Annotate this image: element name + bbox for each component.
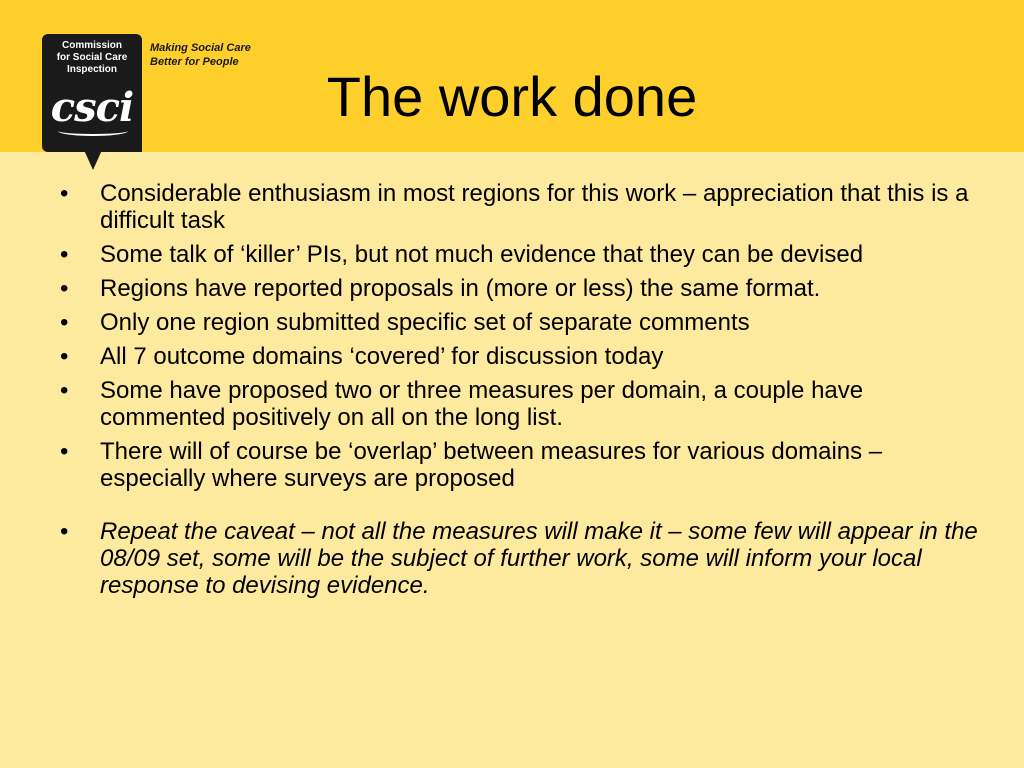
bullet-item [60, 241, 980, 268]
bullet-icon: • [60, 275, 69, 302]
bullet-icon: • [60, 377, 69, 404]
caveat-bullet-item [60, 518, 980, 599]
bullet-text: Considerable enthusiasm in most regions for this work – appreciation that this is a difficult task [100, 180, 969, 234]
bullet-item [60, 438, 980, 492]
bullet-text: All 7 outcome domains ‘covered’ for discussion today [100, 343, 664, 370]
tagline-line: Making Social Care [150, 42, 251, 54]
caveat-text: Repeat the caveat – not all the measures will make it – some few will appear in the 08/09 set, some will be the subject of further work, some will inform your local response to devising evidence. [100, 518, 978, 599]
bullet-icon: • [60, 180, 69, 207]
bullet-text: Some talk of ‘killer’ PIs, but not much evidence that they can be devised [100, 241, 864, 268]
logo-line: Commission [61, 40, 122, 51]
bullet-text: Only one region submitted specific set of separate comments [100, 309, 750, 336]
bullet-icon: • [60, 518, 69, 545]
slide-title: The work done [326, 65, 698, 128]
bullet-item [60, 275, 980, 302]
bullet-icon: • [60, 241, 69, 268]
bullet-item [60, 377, 980, 431]
logo-mark: csci [50, 84, 134, 131]
bullet-item [60, 343, 980, 370]
logo-line: for Social Care [56, 52, 128, 63]
logo-pointer [84, 150, 102, 170]
bullet-list [60, 180, 980, 606]
bullet-text: There will of course be ‘overlap’ between measures for various domains – especially where surveys are proposed [100, 438, 883, 492]
bullet-item [60, 309, 980, 336]
bullet-icon: • [60, 438, 69, 465]
bullet-text: Regions have reported proposals in (more or less) the same format. [100, 275, 821, 302]
tagline-line: Better for People [150, 56, 239, 68]
bullet-text: Some have proposed two or three measures per domain, a couple have commented positively on all on the long list. [100, 377, 864, 431]
bullet-icon: • [60, 309, 69, 336]
bullet-icon: • [60, 343, 69, 370]
bullet-item [60, 180, 980, 234]
logo-line: Inspection [66, 64, 117, 75]
